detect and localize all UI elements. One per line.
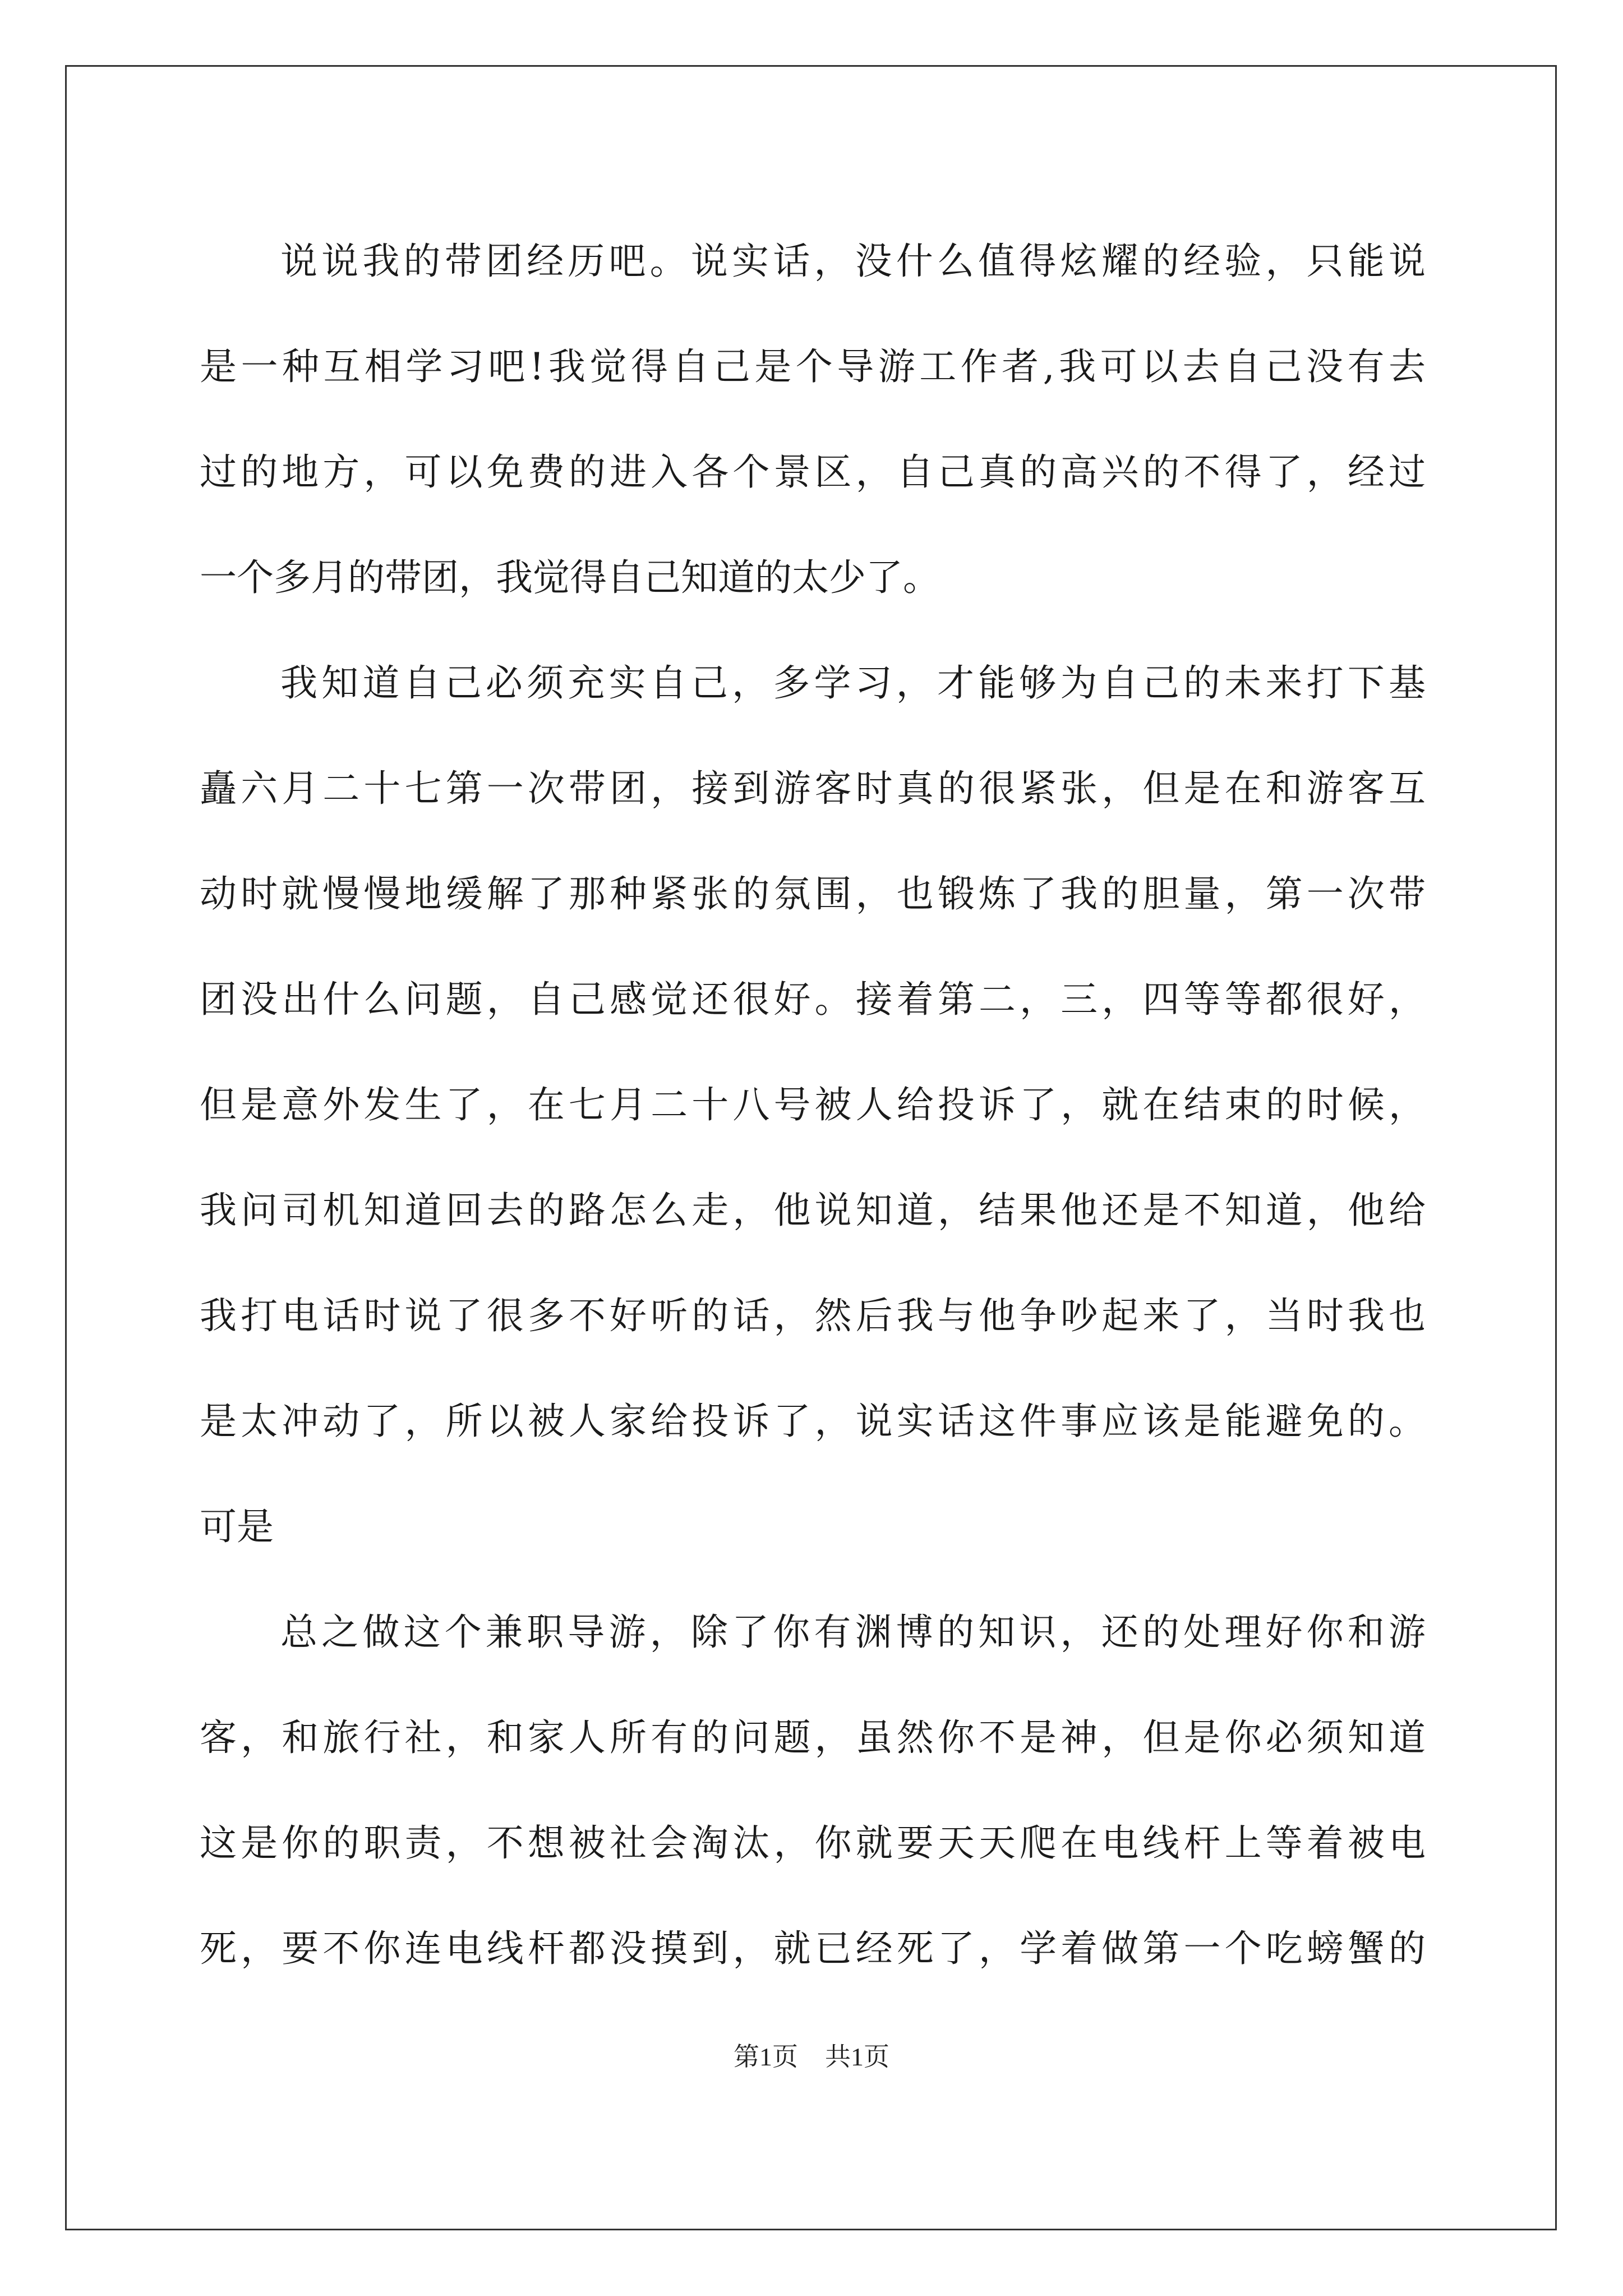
paragraph-2-line-7: 我打电话时说了很多不好听的话，然后我与他争吵起来了，当时我也 bbox=[200, 1294, 1426, 1337]
paragraph-2-line-2: 矗六月二十七第一次带团，接到游客时真的很紧张，但是在和游客互 bbox=[200, 767, 1426, 810]
document-body bbox=[200, 209, 1426, 2001]
page-number: 第1页 bbox=[734, 2042, 798, 2071]
page-footer bbox=[0, 2036, 1623, 2073]
paragraph-2-line-9: 可是 bbox=[200, 1505, 274, 1548]
paragraph-3-line-4: 死，要不你连电线杆都没摸到，就已经死了，学着做第一个吃螃蟹的 bbox=[200, 1927, 1426, 1970]
paragraph-1-line-3: 过的地方，可以免费的进入各个景区，自己真的高兴的不得了，经过 bbox=[200, 450, 1426, 494]
paragraph-2-line-5: 但是意外发生了，在七月二十八号被人给投诉了，就在结束的时候， bbox=[200, 1083, 1426, 1126]
paragraph-3-line-2: 客，和旅行社，和家人所有的问题，虽然你不是神，但是你必须知道 bbox=[200, 1716, 1426, 1759]
paragraph-1-line-2: 是一种互相学习吧!我觉得自己是个导游工作者,我可以去自己没有去 bbox=[200, 345, 1426, 388]
paragraph-1-line-1: 说说我的带团经历吧。说实话，没什么值得炫耀的经验，只能说 bbox=[280, 240, 1426, 283]
paragraph-2-line-3: 动时就慢慢地缓解了那种紧张的氛围，也锻炼了我的胆量，第一次带 bbox=[200, 872, 1426, 915]
paragraph-2-line-1: 我知道自己必须充实自己，多学习，才能够为自己的未来打下基 bbox=[280, 661, 1426, 705]
paragraph-2-line-6: 我问司机知道回去的路怎么走，他说知道，结果他还是不知道，他给 bbox=[200, 1189, 1426, 1232]
paragraph-2-line-8: 是太冲动了，所以被人家给投诉了，说实话这件事应该是能避免的。 bbox=[200, 1400, 1426, 1443]
paragraph-1-line-4: 一个多月的带团，我觉得自己知道的太少了。 bbox=[200, 556, 940, 599]
page-total: 共1页 bbox=[825, 2042, 889, 2071]
paragraph-2-line-4: 团没出什么问题，自己感觉还很好。接着第二，三，四等等都很好， bbox=[200, 978, 1426, 1021]
paragraph-3-line-1: 总之做这个兼职导游，除了你有渊博的知识，还的处理好你和游 bbox=[280, 1611, 1426, 1654]
paragraph-3-line-3: 这是你的职责，不想被社会淘汰，你就要天天爬在电线杆上等着被电 bbox=[200, 1821, 1426, 1865]
